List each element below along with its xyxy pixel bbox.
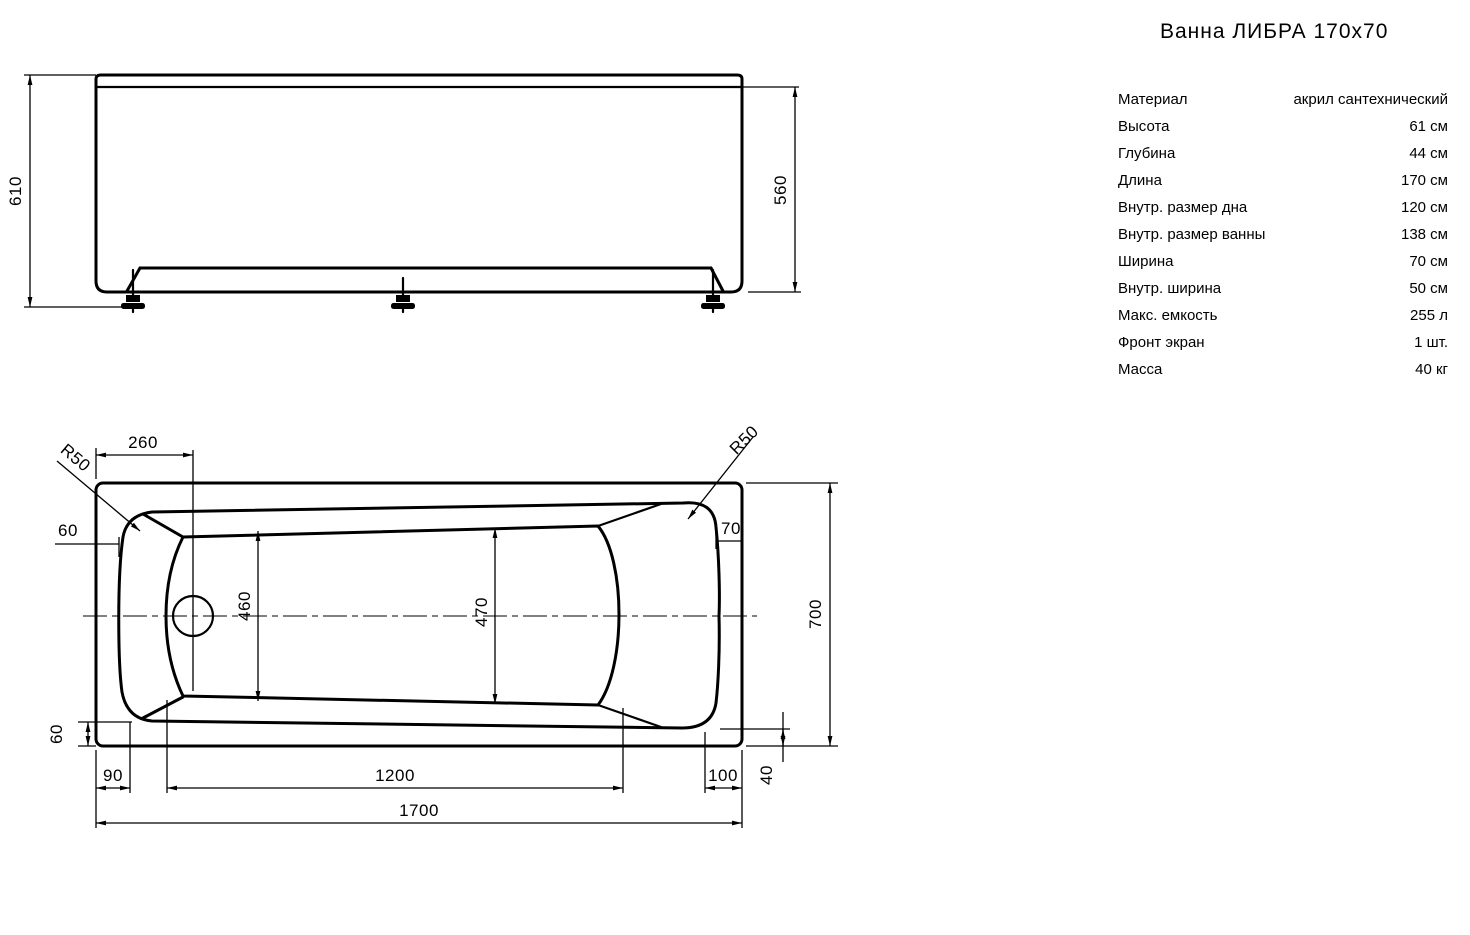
dim-70-label: 70 (721, 519, 741, 538)
spec-value: 61 см (1409, 118, 1448, 135)
spec-label: Высота (1118, 118, 1170, 135)
drawing-title: Ванна ЛИБРА 170x70 (1160, 20, 1389, 43)
head-slant-bottom (143, 697, 183, 718)
spec-row (1118, 329, 1448, 356)
spec-row (1118, 194, 1448, 221)
spec-label: Внутр. размер дна (1118, 199, 1248, 216)
dim-610-label: 610 (6, 176, 25, 206)
spec-label: Масса (1118, 361, 1163, 378)
foot-middle (391, 278, 415, 312)
dim-60bl-label: 60 (47, 724, 66, 744)
spec-value: 1 шт. (1414, 334, 1448, 351)
dim-470-label: 470 (472, 597, 491, 627)
backrest-chamfer-top (598, 504, 661, 526)
spec-label: Глубина (1118, 145, 1176, 162)
spec-label: Внутр. ширина (1118, 280, 1222, 297)
spec-value: 40 кг (1415, 361, 1448, 378)
spec-value: 70 см (1409, 253, 1448, 270)
spec-label: Макс. емкость (1118, 307, 1218, 324)
spec-row (1118, 113, 1448, 140)
backrest-chamfer-bottom (598, 705, 661, 727)
spec-label: Внутр. размер ванны (1118, 226, 1266, 243)
spec-label: Фронт экран (1118, 334, 1205, 351)
dim-260-label: 260 (128, 433, 158, 452)
spec-label: Материал (1118, 91, 1188, 108)
spec-row (1118, 302, 1448, 329)
front-view (6, 75, 801, 312)
dim-40-label: 40 (757, 765, 776, 785)
dim-1700-label: 1700 (399, 801, 439, 820)
spec-value: акрил сантехнический (1293, 91, 1448, 108)
spec-row (1118, 140, 1448, 167)
spec-row (1118, 275, 1448, 302)
top-view (47, 422, 838, 828)
radius-label-left: R50 (56, 440, 95, 476)
spec-row (1118, 167, 1448, 194)
head-slant-top (143, 514, 183, 537)
spec-label: Длина (1118, 172, 1162, 189)
spec-value: 44 см (1409, 145, 1448, 162)
dim-100-label: 100 (708, 766, 738, 785)
spec-row (1118, 86, 1448, 113)
spec-value: 255 л (1410, 307, 1448, 324)
spec-row (1118, 356, 1448, 383)
spec-row (1118, 248, 1448, 275)
spec-value: 170 см (1400, 172, 1448, 189)
spec-value: 138 см (1400, 226, 1448, 243)
dim-1200-label: 1200 (375, 766, 415, 785)
dim-700-label: 700 (806, 599, 825, 629)
dim-90-label: 90 (103, 766, 123, 785)
front-panel-outline (96, 75, 742, 292)
spec-value: 120 см (1400, 199, 1448, 216)
radius-label-right: R50 (725, 421, 763, 459)
dim-460-label: 460 (235, 591, 254, 621)
spec-table (1118, 86, 1448, 383)
spec-label: Ширина (1118, 253, 1174, 270)
dim-60tl-label: 60 (58, 521, 78, 540)
spec-value: 50 см (1409, 280, 1448, 297)
spec-row (1118, 221, 1448, 248)
dim-560-label: 560 (771, 175, 790, 205)
